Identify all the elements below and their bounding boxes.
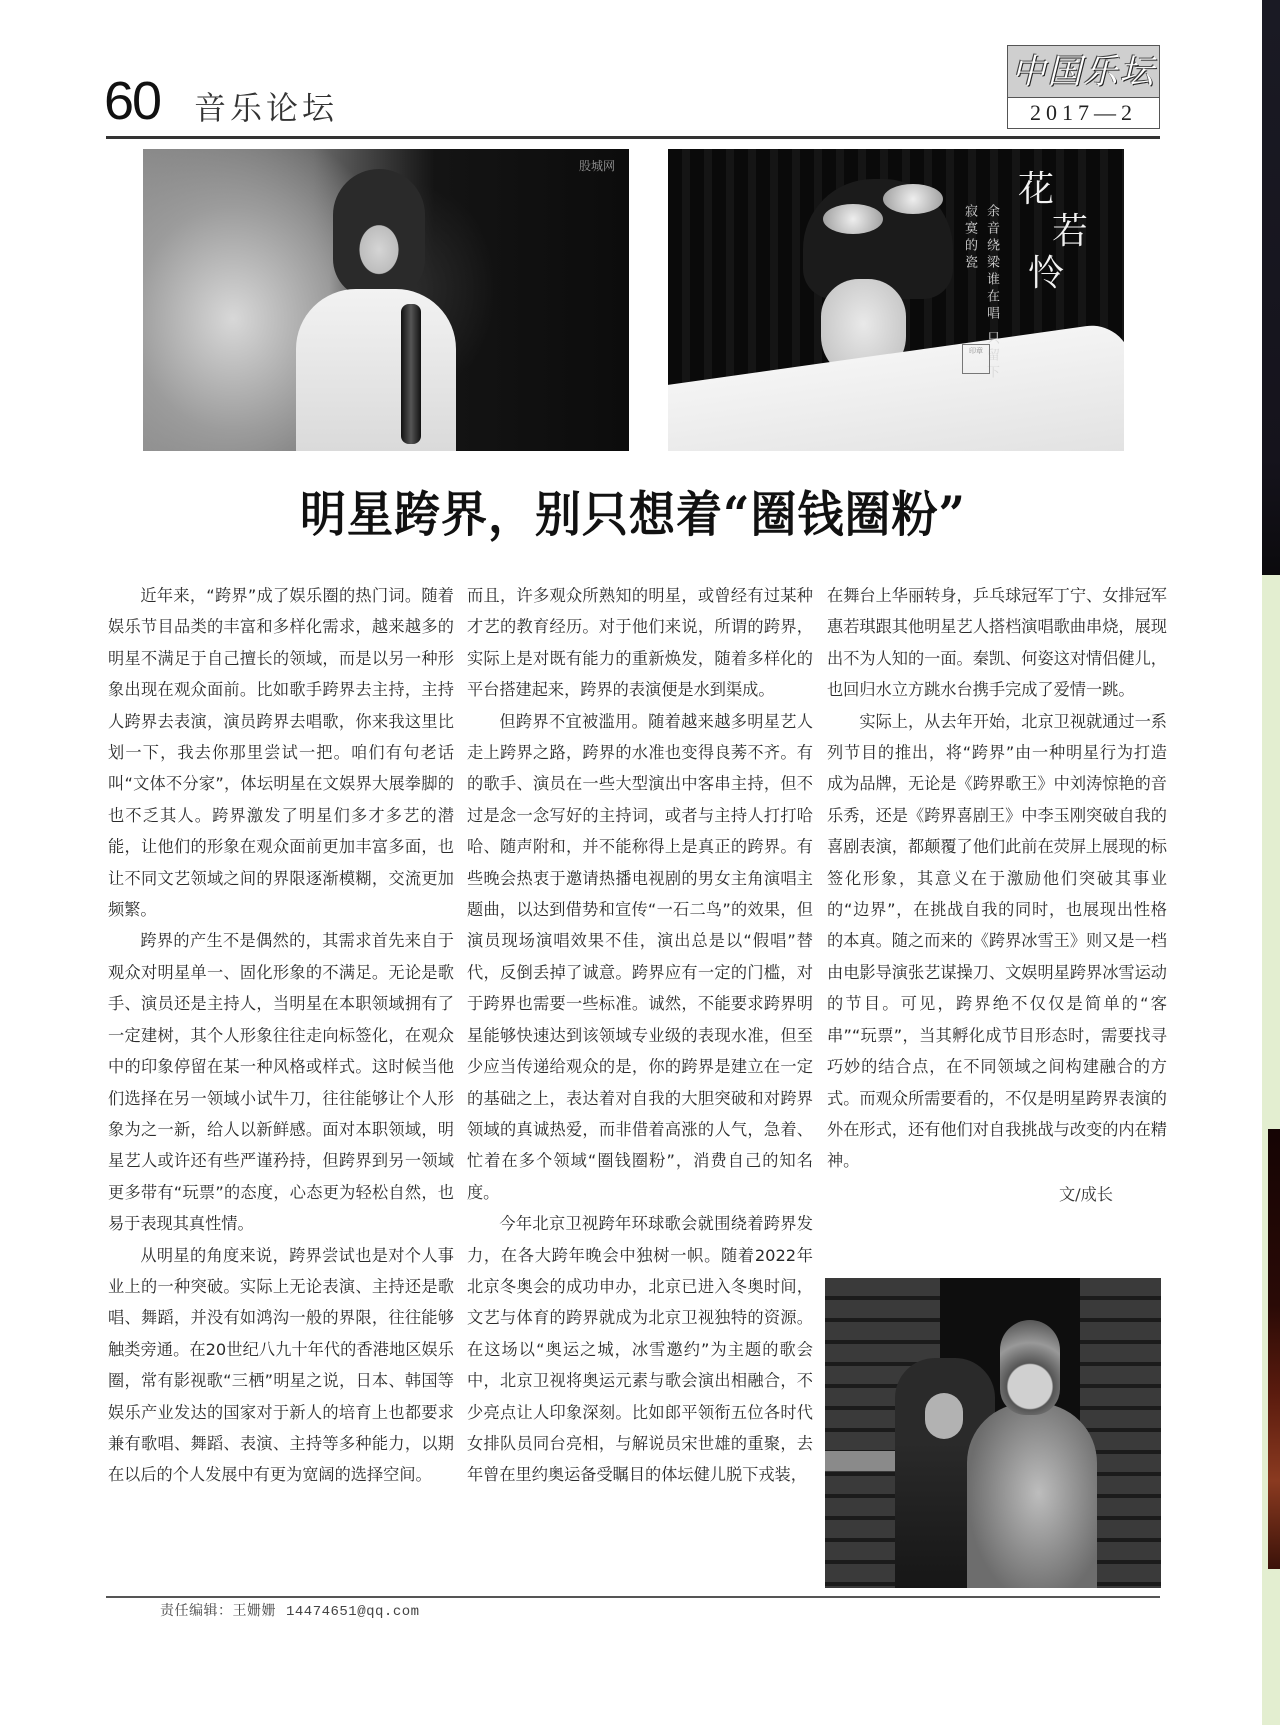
header-rule	[106, 136, 1160, 139]
calligraphy-char: 怜	[1028, 253, 1065, 294]
paragraph: 实际上，从去年开始，北京卫视就通过一系列节目的推出，将“跨界”由一种明星行为打造成为品牌，无论是《跨界歌王》中刘涛惊艳的音乐秀，还是《跨界喜剧王》中李玉刚突破自我的喜剧表演，都颠覆了他们此前在荧屏上展现的标签化形象，其意义在于激励他们突破其事业的“边界”，在挑战自我的同时，也展现出性格的本真。随之而来的《跨界冰雪王》则又是一档由电影导演张艺谋操刀、文娱明星跨界冰雪运动的节目。可见，跨界绝不仅仅是简单的“客串”“玩票”，当其孵化成节目形态时，需要找寻巧妙的结合点，在不同领域之间构建融合的方式。而观众所需要看的，不仅是明星跨界表演的外在形式，还有他们对自我挑战与改变的内在精神。	[827, 711, 1167, 1171]
calligraphy-line: 余音绕梁谁在唱	[984, 204, 999, 323]
costumed-performer-photo	[668, 149, 1124, 451]
article-column-2	[467, 580, 813, 1491]
section-title: 音乐论坛	[194, 89, 339, 127]
article-column-1	[108, 580, 454, 1491]
calligraphy-char: 花	[1018, 169, 1055, 210]
actress-headdress	[1000, 1320, 1060, 1415]
page-number: 60	[104, 71, 161, 131]
opera-scene-photo	[825, 1278, 1161, 1588]
calligraphy-char: 若	[1052, 211, 1089, 252]
costumed-actress	[967, 1403, 1097, 1588]
magazine-masthead	[1007, 45, 1160, 129]
photo-watermark: 股城网	[578, 159, 615, 173]
singer-with-microphone-photo	[143, 149, 629, 451]
seal-stamp-icon: 印章	[962, 344, 990, 374]
singer-head	[333, 169, 425, 299]
page-footer	[160, 1600, 420, 1620]
editor-credit: 责任编辑：王姗姗	[160, 1603, 276, 1619]
footer-rule	[106, 1596, 1160, 1598]
paragraph: 跨界的产生不是偶然的，其需求首先来自于观众对明星单一、固化形象的不满足。无论是歌手、演员还是主持人，当明星在本职领域拥有了一定建树，其个人形象往往走向标签化，在观众中的印象停留在某一种风格或样式。这时候当他们选择在另一领域小试牛刀，往往能够让个人形象为之一新，给人以新鲜感。面对本职领域，明星艺人或许还有些严谨矜持，但跨界到另一领域更多带有“玩票”的态度，心态更为轻松自然，也易于表现其真性情。	[108, 931, 454, 1234]
singer-body	[296, 289, 456, 451]
paragraph: 近年来，“跨界”成了娱乐圈的热门词。随着娱乐节目品类的丰富和多样化需求，越来越多的明星不满足于自己擅长的领域，而是以另一种形象出现在观众面前。比如歌手跨界去主持，主持人跨界去表演，演员跨界去唱歌，你来我这里比划一下，我去你那里尝试一把。咱们有句老话叫“文体不分家”，体坛明星在文娱界大展拳脚的也不乏其人。跨界激发了明星们多才多艺的潜能，让他们的形象在观众面前更加丰富多面，也让不同文艺领域之间的界限逐渐模糊，交流更加频繁。	[108, 586, 454, 920]
masthead-name: 中国乐坛	[1008, 46, 1159, 98]
calligraphy-line: 只留下寂寞的瓷	[962, 204, 999, 383]
masthead-issue: 2017—2	[1030, 100, 1137, 125]
article-headline: 明星跨界，别只想着“圈钱圈粉”	[300, 485, 966, 543]
calligraphy-title	[1018, 169, 1098, 295]
hair-ornament	[883, 184, 943, 214]
paragraph: 但跨界不宜被滥用。随着越来越多明星艺人走上跨界之路，跨界的水准也变得良莠不齐。有的歌手、演员在一些大型演出中客串主持，但不过是念一念写好的主持词，或者与主持人打打哈哈、随声附和，并不能称得上是真正的跨界。有些晚会热衷于邀请热播电视剧的男女主角演唱主题曲，以达到借势和宣传“一石二鸟”的效果，但演员现场演唱效果不佳，演出总是以“假唱”替代，反倒丢掉了诚意。跨界应有一定的门槛，对于跨界也需要一些标准。诚然，不能要求跨界明星能够快速达到该领域专业级的表现水准，但至少应当传递给观众的是，你的跨界是建立在一定的基础之上，表达着对自我的大胆突破和对跨界领域的真诚热爱，而非借着高涨的人气，急着、忙着在多个领域“圈钱圈粉”，消费自己的知名度。	[467, 711, 813, 1202]
stone-ledge	[825, 1451, 905, 1471]
actor-face	[925, 1393, 963, 1439]
microphone-icon	[401, 304, 421, 444]
paragraph: 今年北京卫视跨年环球歌会就围绕着跨界发力，在各大跨年晚会中独树一帜。随着2022年北京冬奥会的成功申办，北京已进入冬奥时间，文艺与体育的跨界就成为北京卫视独特的资源。在这场以“奥运之城，冰雪邀约”为主题的歌会中，北京卫视将奥运元素与歌会演出相融合，不少亮点让人印象深刻。比如郎平领衔五位各时代女排队员同台亮相，与解说员宋世雄的重聚，去年曾在里约奥运备受瞩目的体坛健儿脱下戎装，	[467, 1214, 813, 1485]
hair-ornament	[823, 204, 883, 234]
paragraph: 从明星的角度来说，跨界尝试也是对个人事业上的一种突破。实际上无论表演、主持还是歌唱、舞蹈，并没有如鸿沟一般的界限，往往能够触类旁通。在20世纪八九十年代的香港地区娱乐圈，常有影视歌“三栖”明星之说，日本、韩国等娱乐产业发达的国家对于新人的培育上也都要求兼有歌唱、舞蹈、表演、主持等多种能力，以期在以后的个人发展中有更为宽阔的选择空间。	[108, 1245, 454, 1485]
paragraph: 而且，许多观众所熟知的明星，或曾经有过某种才艺的教育经历。对于他们来说，所谓的跨界，实际上是对既有能力的重新焕发，随着多样化的平台搭建起来，跨界的表演便是水到渠成。	[467, 586, 813, 700]
paragraph: 在舞台上华丽转身，乒乓球冠军丁宁、女排冠军惠若琪跟其他明星艺人搭档演唱歌曲串烧，展现出不为人知的一面。秦凯、何姿这对情侣健儿，也回归水立方跳水台携手完成了爱情一跳。	[827, 586, 1167, 700]
article-column-3	[827, 580, 1167, 1210]
editor-email: 14474651@qq.com	[286, 1604, 420, 1620]
byline: 文/成长	[1058, 1184, 1113, 1204]
adjacent-page-photo-bottom	[1268, 1129, 1280, 1569]
